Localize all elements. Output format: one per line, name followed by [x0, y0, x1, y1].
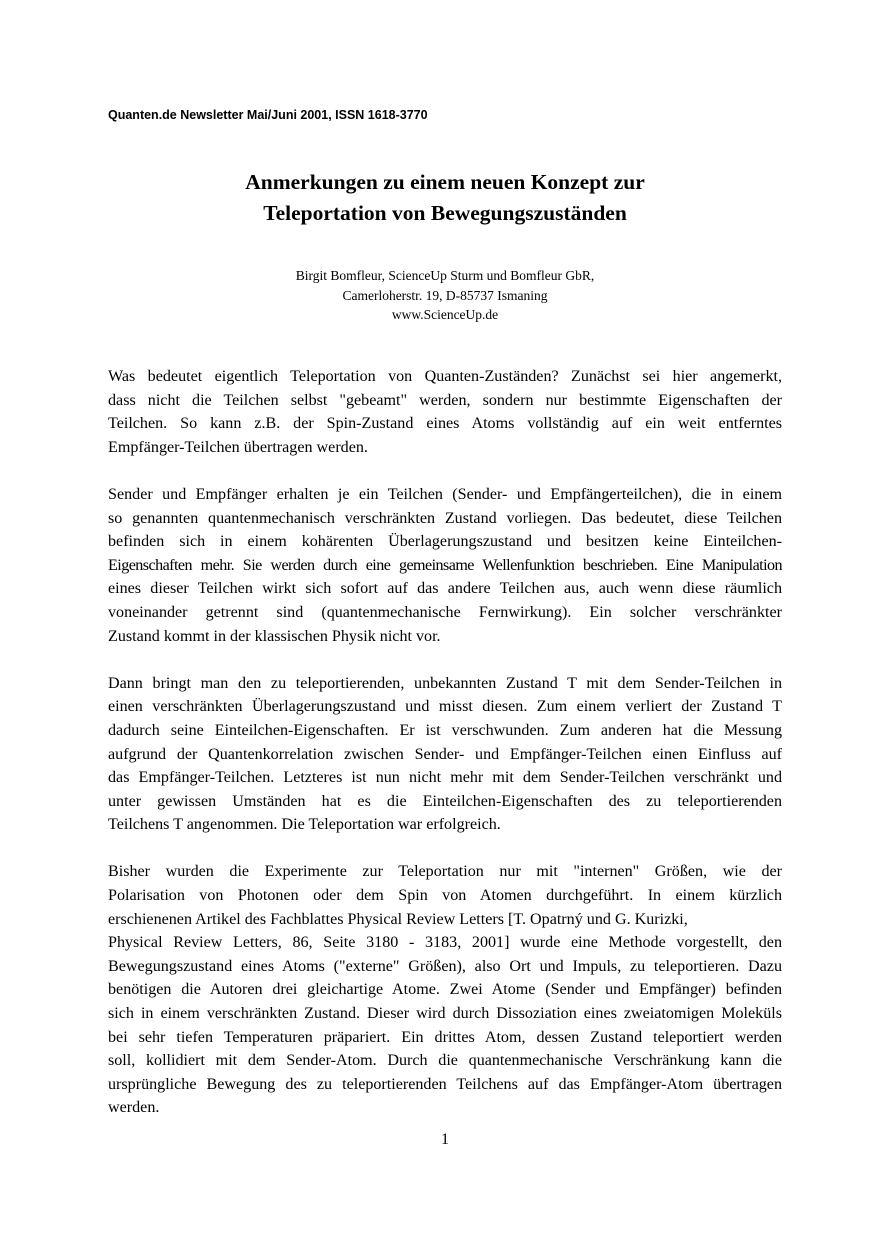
article-body [108, 365, 782, 1144]
text-line: befinden sich in einem kohärenten Überlagerungszustand und besitzen keine Einteilchen- [108, 533, 782, 551]
text-line: sich in einem verschränkten Zustand. Dieser wird durch Dissoziation eines zweiatomigen Moleküls [108, 1005, 782, 1023]
text-line: Polarisation von Photonen oder dem Spin von Atomen durchgeführt. In einem kürzlich [108, 887, 782, 905]
text-line: unter gewissen Umständen hat es die Einteilchen-Eigenschaften des zu teleportierenden [108, 792, 782, 810]
address-line: Camerloherstr. 19, D-85737 Ismaning [342, 287, 548, 303]
paragraph-1 [108, 365, 782, 459]
text-line: Dann bringt man den zu teleportierenden, unbekannten Zustand T mit dem Sender-Teilchen in [108, 674, 782, 692]
text-line: so genannten quantenmechanisch verschränkten Zustand vorliegen. Das bedeutet, diese Teilchen [108, 509, 782, 527]
text-line: eines dieser Teilchen wirkt sich sofort auf das andere Teilchen aus, auch wenn diese räumlich [108, 580, 782, 598]
paragraph-3 [108, 672, 782, 837]
author-line: Birgit Bomfleur, ScienceUp Sturm und Bomfleur GbR, [295, 268, 595, 283]
newsletter-header: Quanten.de Newsletter Mai/Juni 2001, ISSN 1618-3770 [108, 108, 428, 122]
text-line: einen verschränkten Überlagerungszustand und misst diesen. Zum einem verliert der Zustand T [108, 698, 782, 716]
text-line: werden. [108, 1099, 160, 1117]
text-line: voneinander getrennt sind (quantenmechanische Fernwirkung). Ein solcher verschränkter [108, 603, 782, 621]
text-line: Eigenschaften mehr. Sie werden durch eine gemeinsame Wellenfunktion beschrieben. Eine Manipulation [108, 556, 782, 574]
text-line: Teilchen. So kann z.B. der Spin-Zustand eines Atoms vollständig auf ein weit entferntes [108, 415, 782, 433]
text-line: Was bedeutet eigentlich Teleportation von Quanten-Zuständen? Zunächst sei hier angemerkt, [108, 368, 782, 385]
text-line: Teilchens T angenommen. Die Teleportation war erfolgreich. [108, 816, 501, 834]
text-line: benötigen die Autoren drei gleichartige Atome. Zwei Atome (Sender und Empfänger) befinden [108, 981, 782, 999]
text-line: das Empfänger-Teilchen. Letzteres ist nun nicht mehr mit dem Sender-Teilchen verschränkt und [108, 769, 782, 787]
author-block [108, 266, 782, 325]
paragraph-4 [108, 860, 782, 1120]
text-line: erschienenen Artikel des Fachblattes Physical Review Letters [T. Opatrný und G. Kurizki, [108, 910, 688, 928]
text-line: dass nicht die Teilchen selbst "gebeamt" werden, sondern nur bestimmte Eigenschaften der [108, 391, 782, 409]
text-line: soll, kollidiert mit dem Sender-Atom. Durch die quantenmechanische Verschränkung kann die [108, 1052, 782, 1070]
text-line: dadurch seine Einteilchen-Eigenschaften. Er ist verschwunden. Zum anderen hat die Messung [108, 721, 782, 739]
title-line: Teleportation von Bewegungszuständen [263, 201, 627, 225]
text-line: Physical Review Letters, 86, Seite 3180 - 3183, 2001] wurde eine Methode vorgestellt, den [108, 934, 782, 952]
text-line: Sender und Empfänger erhalten je ein Teilchen (Sender- und Empfängerteilchen), die in einem [108, 485, 782, 503]
text-line: aufgrund der Quantenkorrelation zwischen Sender- und Empfänger-Teilchen einen Einfluss auf [108, 745, 782, 763]
text-line: bei sehr tiefen Temperaturen präpariert. Ein drittes Atom, dessen Zustand teleportiert werden [108, 1028, 782, 1046]
text-line: Zustand kommt in der klassischen Physik nicht vor. [108, 627, 441, 645]
text-line: Bewegungszustand eines Atoms ("externe" Größen), also Ort und Impuls, zu teleportieren. Dazu [108, 957, 782, 975]
article-title [108, 167, 782, 229]
text-line: Empfänger-Teilchen übertragen werden. [108, 438, 368, 456]
text-line: Bisher wurden die Experimente zur Teleportation nur mit "internen" Größen, wie der [108, 863, 782, 881]
text-line: ursprüngliche Bewegung des zu teleportierenden Teilchens auf das Empfänger-Atom übertragen [108, 1075, 782, 1093]
title-line: Anmerkungen zu einem neuen Konzept zur [245, 170, 645, 194]
website-line: www.ScienceUp.de [391, 307, 499, 322]
paragraph-2 [108, 483, 782, 648]
page-number: 1 [441, 1131, 449, 1148]
